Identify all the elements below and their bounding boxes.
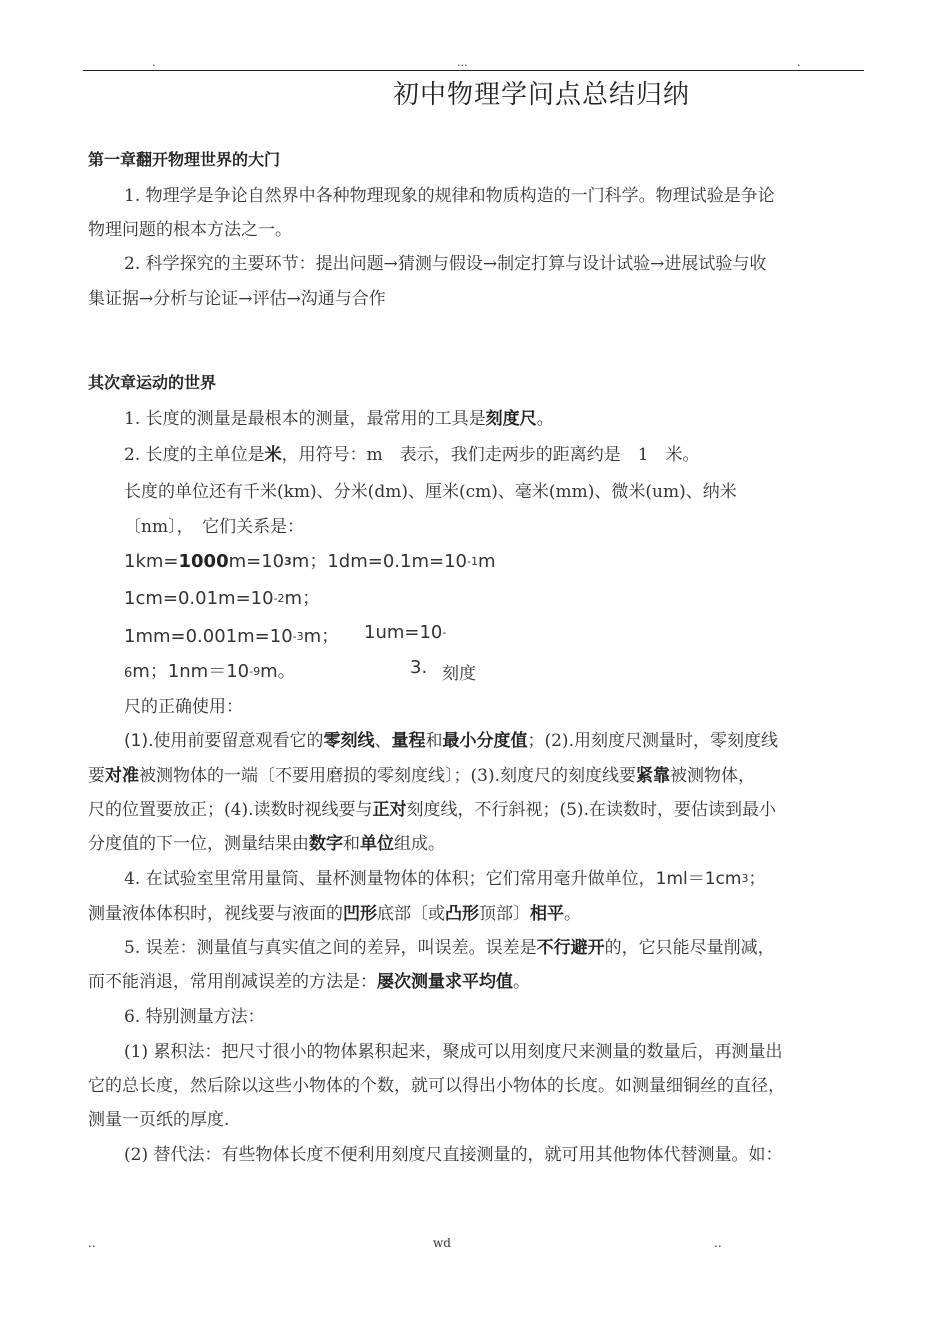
footer-right-mark: .. (714, 1236, 722, 1250)
equation-line3 (124, 622, 339, 648)
eq3-c: 1um=10 (364, 622, 443, 643)
usage-l3-c: 刻度线，不行斜视；(5).在读数时，要估读到最小 (406, 800, 776, 820)
eq1-sup2: -1 (466, 555, 478, 568)
equation-line4-item3 (410, 657, 427, 678)
chapter1-heading: 第一章翻开物理世界的大门 (88, 150, 281, 169)
eq4-b: m；1nm＝10 (132, 661, 250, 682)
item4-l2-a: 测量液体体积时，视线要与液面的 (88, 904, 343, 924)
item2-bold: 米 (264, 445, 282, 465)
usage-line4 (88, 829, 445, 854)
item1-prefix: 1. 长度的测量是最根本的测量，最常用的工具是 (124, 409, 486, 429)
header-center-mark: ... (457, 56, 468, 69)
usage-l4-b: 数字 (309, 834, 343, 854)
method2-line1: (2) 替代法：有些物体长度不便利用刻度尺直接测量的，就可用其他物体代替测量。如： (124, 1145, 783, 1165)
item4-l1-c: ； (748, 869, 766, 889)
item4-line1 (124, 864, 765, 889)
footer-center-text: wd (433, 1236, 451, 1250)
item5-l2-c: 。 (513, 972, 530, 992)
item4-l2-f: 相平 (530, 904, 564, 924)
usage-l2-e: 被测物体， (669, 766, 755, 786)
eq4-a: 6 (124, 666, 133, 681)
chapter2-item1 (124, 404, 554, 429)
usage-l2-c: 被测物体的一端〔不要用磨损的零刻度线〕；(3).刻度尺的刻度线要 (139, 766, 636, 786)
item2-suffix: ，用符号：m 表示，我们走两步的距离约是 1 米。 (281, 445, 700, 465)
eq1-d: m；1dm=0.1m=10 (291, 551, 467, 572)
chapter1-p2-line2: 集证据→分析与论证→评估→沟通与合作 (88, 289, 386, 309)
header-right-mark: . (797, 56, 801, 69)
item4-l2-c: 底部〔或 (377, 904, 445, 924)
usage-l1-d: 和 (425, 731, 443, 751)
usage-l1-b3: 最小分度值 (442, 731, 528, 751)
usage-l3-a: 尺的位置要放正；(4).读数时视线要与 (88, 800, 373, 820)
usage-l2-a: 要 (88, 766, 105, 786)
usage-l4-a: 分度值的下一位，测量结果由 (88, 834, 309, 854)
eq3-a: 1mm=0.001m=10 (124, 626, 293, 647)
usage-line3 (88, 795, 776, 820)
item5-line2 (88, 967, 530, 992)
chapter1-p1-line2: 物理问题的根本方法之一。 (88, 220, 292, 240)
header-rule (83, 70, 864, 71)
item4-l2-e: 顶部〕 (479, 904, 530, 924)
equation-line3-um (364, 622, 446, 643)
usage-l2-b: 对准 (105, 766, 139, 786)
usage-l1-c: 、 (374, 731, 392, 751)
equation-line1 (124, 547, 496, 573)
equation-line2 (124, 584, 320, 610)
units-line2: 〔nm〕， 它们关系是： (124, 517, 305, 537)
chapter2-heading: 其次章运动的世界 (88, 373, 217, 392)
item2-prefix: 2. 长度的主单位是 (124, 445, 265, 465)
item1-bold: 刻度尺 (485, 409, 537, 429)
eq2-b: m； (284, 588, 321, 609)
chapter1-p1-line1: 1. 物理学是争论自然界中各种物理现象的规律和物质构造的一门科学。物理试验是争论 (124, 186, 775, 206)
usage-l4-e: 组成。 (394, 834, 445, 854)
item5-l1-c: 的，它只能尽量削减， (604, 938, 775, 958)
eq1-b: 1000 (178, 551, 229, 572)
item5-l1-a: 5. 误差：测量值与真实值之间的差异，叫误差。误差是 (124, 938, 537, 958)
item5-line1 (124, 933, 775, 958)
usage-l1-b1: 零刻线 (323, 731, 375, 751)
equation-line4 (124, 657, 296, 683)
item5-l1-b: 不行避开 (536, 938, 605, 958)
eq3-sup2: - (442, 626, 447, 639)
usage-l4-c: 和 (343, 834, 360, 854)
footer-left-mark: .. (88, 1236, 96, 1250)
usage-l3-b: 正对 (372, 800, 407, 820)
eq4-c: m。 (260, 661, 296, 682)
item4-line2 (88, 899, 581, 924)
usage-line1 (124, 726, 778, 751)
eq1-a: 1km= (124, 551, 179, 572)
eq2-a: 1cm=0.01m=10 (124, 588, 274, 609)
usage-l1-e: ；(2).用刻度尺测量时，零刻度线 (527, 731, 778, 751)
item4-l1-b: 1ml＝1cm (655, 869, 742, 889)
eq2-sup: -2 (273, 592, 285, 605)
item6-line: 6. 特别测量方法： (124, 1007, 265, 1027)
eq1-e: m (477, 551, 496, 572)
chapter1-p2-line1: 2. 科学探究的主要环节：提出问题→猜测与假设→制定打算与设计试验→进展试验与收 (124, 254, 767, 274)
item1-suffix: 。 (536, 409, 554, 429)
method1-line1: (1) 累积法：把尺寸很小的物体累积起来，聚成可以用刻度尺来测量的数量后，再测量出 (124, 1042, 783, 1062)
chapter2-item2 (124, 440, 700, 465)
eq3-sup: -3 (292, 630, 304, 643)
usage-l2-d: 紧靠 (635, 766, 670, 786)
item4-l1-sup: 3 (741, 872, 749, 885)
ruler-line: 尺的正确使用： (124, 697, 243, 717)
eq4-sup: -9 (249, 665, 261, 678)
item4-l1-a: 4. 在试验室里常用量筒、量杯测量物体的体积；它们常用毫升做单位， (124, 869, 656, 889)
eq4-d: 3. (410, 657, 428, 678)
item4-l2-d: 凸形 (445, 904, 479, 924)
equation-line4-ruler: 刻度 (442, 664, 476, 684)
item5-l2-a: 而不能消退，常用削减误差的方法是： (88, 972, 377, 992)
item4-l2-b: 凹形 (343, 904, 377, 924)
units-line1: 长度的单位还有千米(km)、分米(dm)、厘米(cm)、毫米(mm)、微米(um)、纳米 (124, 482, 737, 502)
item4-l2-g: 。 (564, 904, 581, 924)
eq3-b: m； (303, 626, 340, 647)
eq1-sup1: 3 (284, 555, 292, 568)
item5-l2-b: 屡次测量求平均值 (377, 972, 513, 992)
usage-l4-d: 单位 (360, 834, 394, 854)
method1-line3: 测量一页纸的厚度. (88, 1110, 230, 1130)
eq1-c: m=10 (228, 551, 285, 572)
page-title: 初中物理学问点总结归纳 (393, 80, 691, 110)
usage-l1-b2: 量程 (391, 731, 426, 751)
header-left-mark: . (152, 56, 156, 69)
method1-line2: 它的总长度，然后除以这些小物体的个数，就可以得出小物体的长度。如测量细铜丝的直径， (88, 1076, 785, 1096)
usage-line2 (88, 761, 755, 786)
usage-l1-a: (1).使用前要留意观看它的 (124, 731, 324, 751)
